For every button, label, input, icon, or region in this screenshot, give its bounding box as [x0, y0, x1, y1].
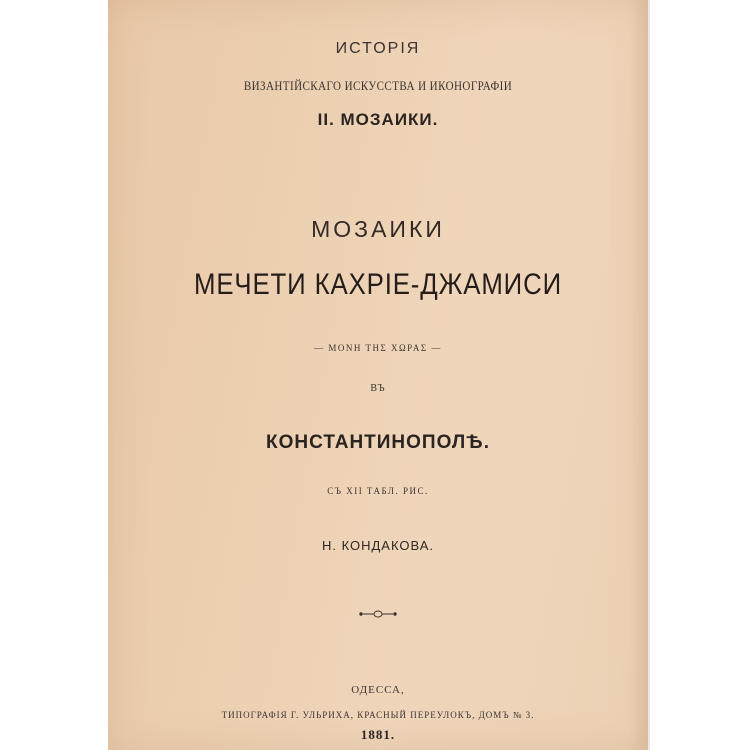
plates-note: СЪ XII ТАБЛ. РИС. [327, 486, 429, 496]
series-part: II. МОЗАИКИ. [317, 110, 439, 129]
city-name: КОНСТАНТИНОПОЛѢ. [265, 432, 491, 453]
main-title: МОЗАИКИ [311, 216, 445, 242]
imprint-year: 1881. [360, 727, 396, 742]
greek-subtitle: — ΜΟΝΗ ΤΗΣ ΧΩΡΑΣ — [314, 343, 442, 353]
series-subtitle: ВИЗАНТІЙСКАГО ИСКУССТВА И ИКОНОГРАФІИ [243, 78, 513, 93]
imprint-printer: ТИПОГРАФІЯ Г. УЛЬРИХА, КРАСНЫЙ ПЕРЕУЛОКЪ, ДОМЪ № 3. [221, 710, 535, 720]
series-title: ИСТОРІЯ [335, 40, 421, 57]
preposition: ВЪ [370, 383, 386, 394]
decorative-rule-icon [108, 607, 648, 621]
author-name: Н. КОНДАКОВА. [321, 538, 435, 553]
imprint-city: ОДЕССА, [351, 684, 405, 696]
main-headline: МЕЧЕТИ КАХРІЕ-ДЖАМИСИ [194, 268, 562, 301]
